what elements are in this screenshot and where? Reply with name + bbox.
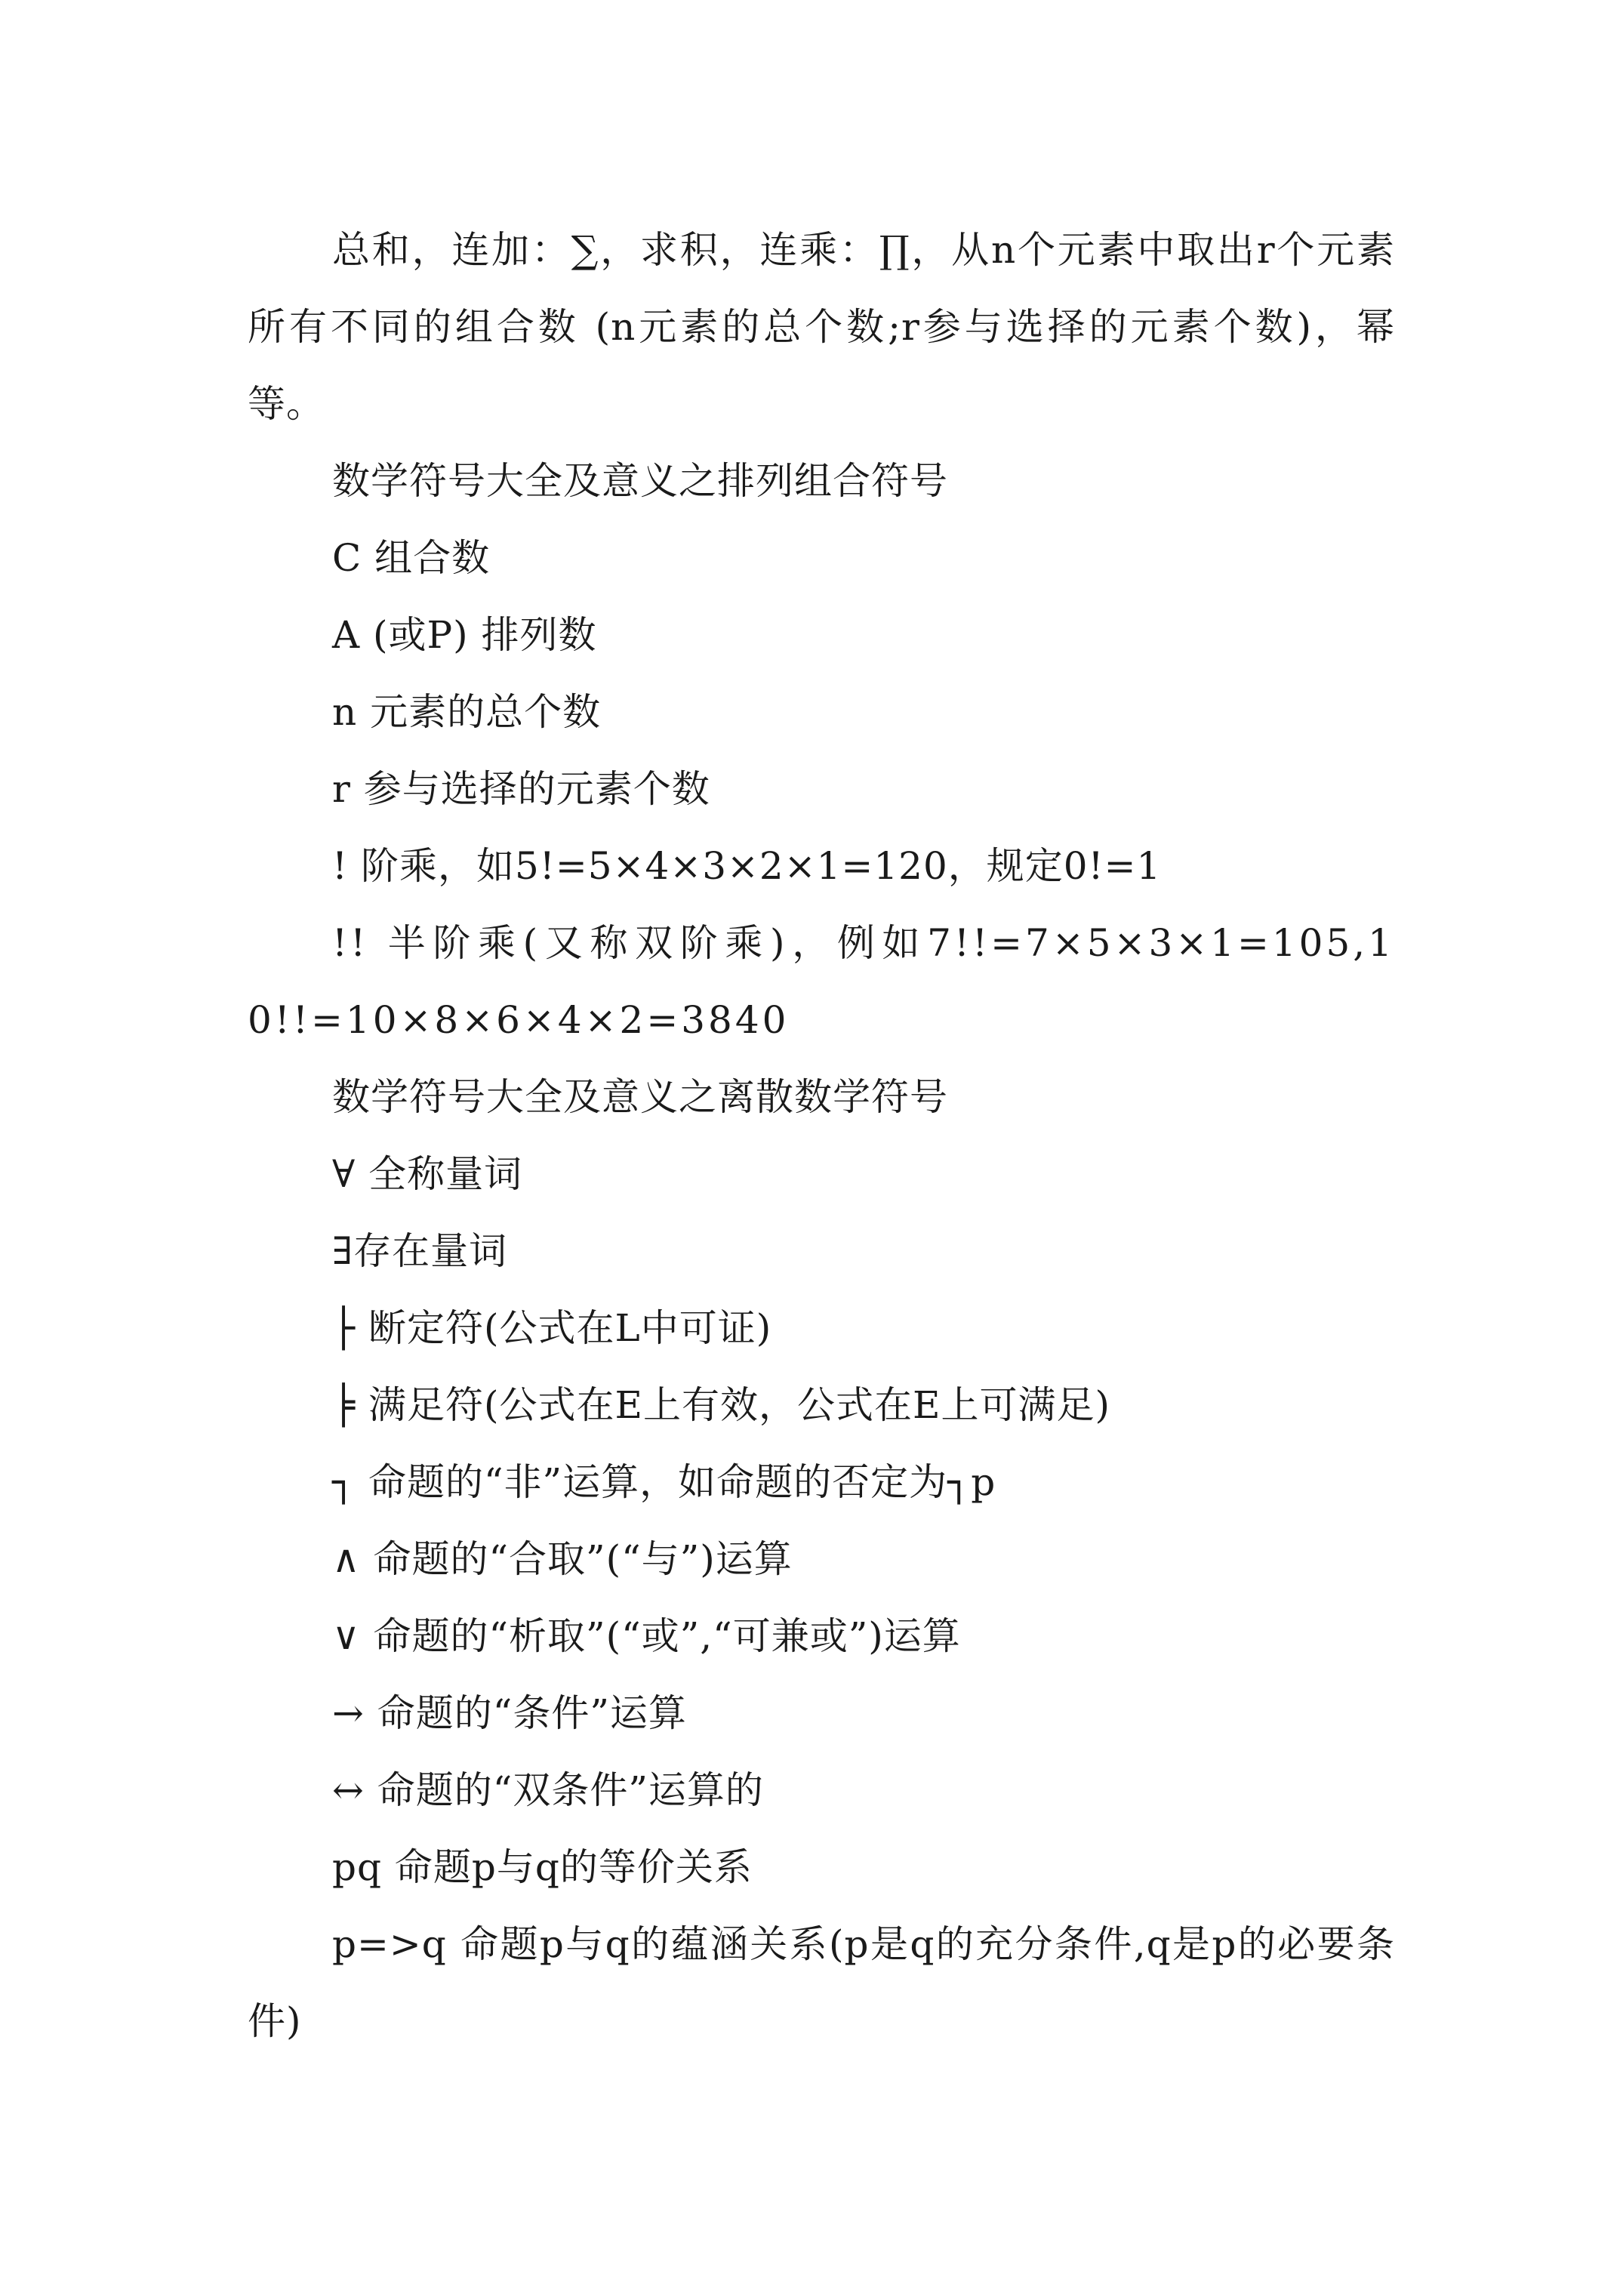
item-negation: ┐ 命题的“非”运算，如命题的否定为┐p [332, 1460, 996, 1504]
item-permutation-a: A (或P) 排列数 [332, 613, 597, 657]
item-universal-quantifier: ∀ 全称量词 [332, 1152, 523, 1196]
item-disjunction: ∨ 命题的“析取”(“或”,“可兼或”)运算 [332, 1614, 961, 1658]
document-body [248, 211, 1395, 2060]
item-equivalence: pq 命题p与q的等价关系 [332, 1845, 753, 1889]
item-combination-c: C 组合数 [332, 536, 491, 580]
item-factorial: ! 阶乘，如5!=5×4×3×2×1=120，规定0!=1 [332, 844, 1162, 888]
item-conditional: → 命题的“条件”运算 [332, 1691, 687, 1735]
item-satisfaction-symbol: ╞ 满足符(公式在E上有效，公式在E上可满足) [332, 1383, 1111, 1427]
item-conjunction: ∧ 命题的“合取”(“与”)运算 [332, 1537, 793, 1581]
item-assertion-symbol: ├ 断定符(公式在L中可证) [332, 1306, 772, 1350]
heading-permutation-combination-symbols: 数学符号大全及意义之排列组合符号 [332, 459, 948, 503]
item-selected-count-r: r 参与选择的元素个数 [332, 767, 710, 811]
item-element-total-n: n 元素的总个数 [332, 690, 602, 734]
item-double-factorial: !! 半阶乘(又称双阶乘)，例如7!!=7×5×3×1=105,10!!=10×8×6×4×2=3840 [248, 921, 1395, 1042]
paragraph-summation-product: 总和，连加：∑，求积，连乘：∏，从n个元素中取出r个元素所有不同的组合数 (n元素的总个数;r参与选择的元素个数)，幂 等。 [248, 228, 1395, 426]
heading-discrete-math-symbols: 数学符号大全及意义之离散数学符号 [332, 1075, 948, 1119]
item-biconditional: ↔ 命题的“双条件”运算的 [332, 1768, 764, 1812]
item-implication: p=>q 命题p与q的蕴涵关系(p是q的充分条件,q是p的必要条件) [248, 1922, 1395, 2043]
item-existential-quantifier: ∃存在量词 [332, 1229, 508, 1273]
